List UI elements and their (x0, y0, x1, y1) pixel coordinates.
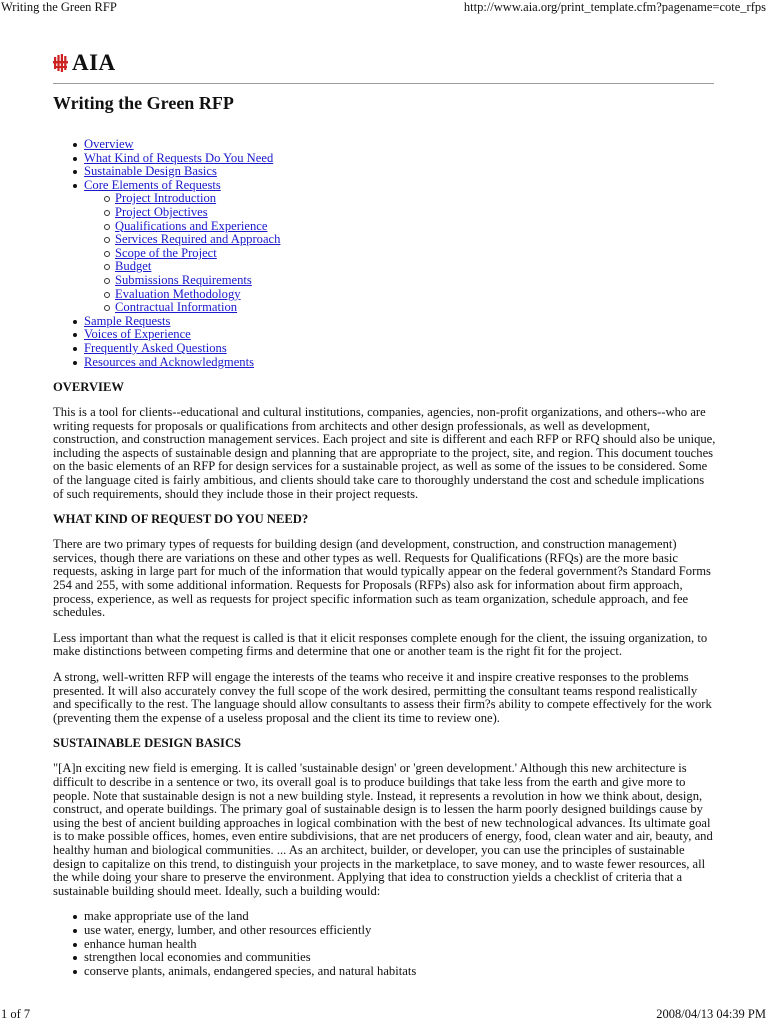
toc-link-qualifications[interactable]: Qualifications and Experience (115, 218, 268, 233)
list-item: conserve plants, animals, endangered species, and natural habitats (53, 965, 716, 979)
toc-sublist (84, 192, 716, 314)
print-header-title: Writing the Green RFP (1, 0, 117, 14)
page-title: Writing the Green RFP (53, 93, 234, 113)
toc-subitem (84, 288, 716, 302)
print-timestamp: 2008/04/13 04:39 PM (656, 1007, 766, 1021)
paragraph: A strong, well-written RFP will engage the interests of the teams who receive it and inspire creative responses to the problems presented. It will also accurately convey the full scope of the work desired, permitting the consultant teams respond realistically and specifically to the rest. The language should allow consultants to assess their firm?s ability to compete effectively for the work (preventing them the expense of a useless proposal and the client its time to review one). (53, 670, 712, 725)
toc-link-scope[interactable]: Scope of the Project (115, 245, 217, 260)
toc-link-project-objectives[interactable]: Project Objectives (115, 204, 208, 219)
toc-link-voices[interactable]: Voices of Experience (84, 327, 191, 342)
toc-link-sustainable-basics[interactable]: Sustainable Design Basics (84, 164, 217, 179)
toc-link-project-introduction[interactable]: Project Introduction (115, 191, 217, 206)
logo-text: AIA (72, 50, 116, 76)
toc-item (53, 138, 716, 152)
toc-link-what-kind[interactable]: What Kind of Requests Do You Need (84, 150, 274, 165)
toc-item (53, 342, 716, 356)
paragraph: There are two primary types of requests for building design (and development, construction, and construction management) services, though there are variations on these and other types as well. Requests for Qualifications (RFQs) are the more basic requests, asking in large part for much of the information that would typically appear on the federal government?s Standard Forms 254 and 255, with some additional information. Requests for Proposals (RFPs) also ask for information about firm approach, process, experience, as well as requests for project specific information such as team organization, schedule approach, and fee schedules. (53, 537, 711, 620)
toc-subitem (84, 220, 716, 234)
toc-item (53, 328, 716, 342)
toc-link-services-required[interactable]: Services Required and Approach (115, 232, 281, 247)
paragraph: This is a tool for clients--educational and cultural institutions, companies, agencies, non-profit organizations, and others--who are writing requests for proposals or qualifications from architects and other design professionals, as well as development, construction, and construction management services. Each project and site is different and each RFP or RFQ should also be unique, including the aspects of sustainable design and planning that are appropriate to the project, site, and region. This document touches on the basic elements of an RFP for design services for a sustainable project, as well as some of the issues to be considered. Some of the language cited is fairly ambitious, and clients should take care to thoroughly understand the cost and schedule implications of such requirements, should they include those in their project requests. (53, 405, 716, 501)
toc-link-faq[interactable]: Frequently Asked Questions (84, 340, 227, 355)
toc-link-resources[interactable]: Resources and Acknowledgments (84, 354, 254, 369)
toc-link-sample-requests[interactable]: Sample Requests (84, 313, 171, 328)
section-heading-sustainable: SUSTAINABLE DESIGN BASICS (53, 736, 242, 751)
toc-subitem (84, 247, 716, 261)
aia-logo[interactable] (53, 50, 116, 76)
toc-subitem (84, 206, 716, 220)
toc-item (53, 315, 716, 329)
print-header (0, 0, 768, 14)
toc-subitem (84, 233, 716, 247)
toc-link-submissions[interactable]: Submissions Requirements (115, 272, 252, 287)
toc-item (53, 165, 716, 179)
print-header-url: http://www.aia.org/print_template.cfm?pagename=cote_rfps (463, 0, 766, 14)
section-heading-overview: OVERVIEW (53, 380, 124, 395)
page-count: 1 of 7 (1, 1007, 31, 1021)
toc-link-contractual[interactable]: Contractual Information (115, 300, 238, 315)
section-heading-what-kind: WHAT KIND OF REQUEST DO YOU NEED? (53, 512, 309, 527)
list-item: strengthen local economies and communities (53, 951, 716, 965)
toc-item (53, 152, 716, 166)
list-item: enhance human health (53, 938, 716, 952)
toc-subitem (84, 260, 716, 274)
table-of-contents (53, 138, 716, 369)
toc-link-budget[interactable]: Budget (115, 259, 152, 274)
criteria-list (53, 910, 716, 978)
toc-link-evaluation[interactable]: Evaluation Methodology (115, 286, 241, 301)
list-item: make appropriate use of the land (53, 910, 716, 924)
paragraph: Less important than what the request is called is that it elicit responses complete enough for the client, the issuing organization, to make distinctions between competing firms and determine that one or another team is the right fit for the project. (53, 630, 708, 659)
list-item: use water, energy, lumber, and other resources efficiently (53, 924, 716, 938)
article (53, 92, 716, 978)
paragraph: "[A]n exciting new field is emerging. It is called 'sustainable design' or 'green development.' Although this new architecture is difficult to describe in a sentence or two, its overall goal is to produce buildings that take less from the earth and give more to people. Note that sustainable design is not a new building style. Instead, it represents a revolution in how we think about, design, construct, and operate buildings. The primary goal of sustainable design is to lessen the harm poorly designed buildings cause by using the best of ancient building approaches in logical combination with the best of new technological advances. Its ultimate goal is to make possible offices, homes, even entire subdivisions, that are net producers of energy, food, clean water and air, beauty, and healthy human and biological communities. ... As an architect, builder, or developer, you can use the principles of sustainable design to capitalize on this trend, to distinguish your projects in the marketplace, to save money, and to waste fewer resources, all the while doing your share to preserve the environment. Applying that idea to construction yields a checklist of criteria that a sustainable building should meet. Ideally, such a building would: (53, 761, 713, 898)
toc-subitem (84, 301, 716, 315)
toc-subitem (84, 192, 716, 206)
header-divider (53, 83, 714, 84)
toc-item (53, 179, 716, 315)
toc-link-core-elements[interactable]: Core Elements of Requests (84, 177, 221, 192)
print-footer (0, 1007, 768, 1021)
toc-link-overview[interactable]: Overview (84, 137, 134, 151)
toc-item (53, 356, 716, 370)
aia-emblem-icon (53, 53, 69, 73)
toc-subitem (84, 274, 716, 288)
